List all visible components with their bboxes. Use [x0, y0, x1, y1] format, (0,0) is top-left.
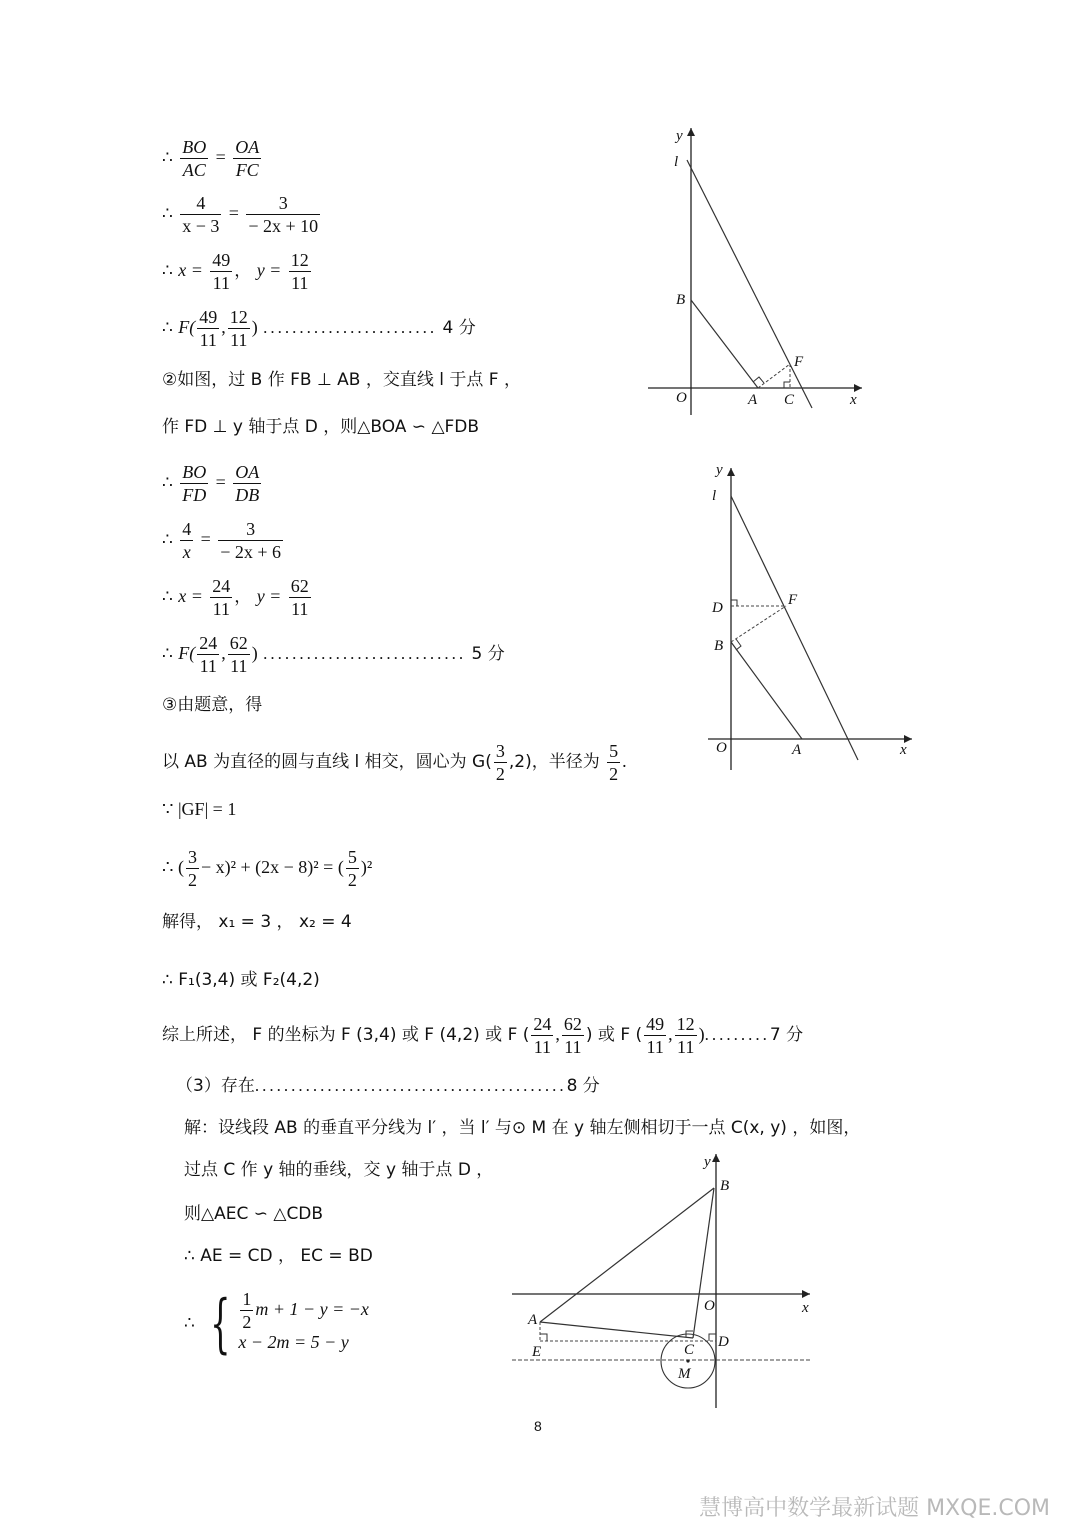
fig1-label-f: F — [794, 354, 804, 370]
text-part-3-solution: 解：设线段 AB 的垂直平分线为 l′ ，当 l′ 与⊙ M 在 y 轴左侧相切于一点 C(x, y) ，如图， — [184, 1118, 861, 1138]
fig2-label-y: y — [716, 462, 723, 478]
watermark: 慧博高中数学最新试题 MXQE.COM — [699, 1496, 1050, 1521]
figure-2 — [700, 456, 920, 776]
eq-ratio-bo-fd: ∴ $\frac{BO}{FD}$ = $\frac{OA}{DB}$ — [162, 462, 260, 505]
fig2-label-l: l — [712, 488, 717, 504]
fig3-label-a: A — [528, 1312, 538, 1328]
fig2-label-b: B — [714, 638, 724, 654]
fig3-label-b: B — [720, 1178, 730, 1194]
fig3-label-c: C — [684, 1342, 695, 1358]
eq-solution-1: ∴ x = $\frac{49}{11}$ ， y = $\frac{12}{11}$ — [162, 250, 309, 293]
fig3-label-d: D — [718, 1334, 729, 1350]
fig3-label-y: y — [704, 1154, 711, 1170]
eq-solution-2: ∴ x = $\frac{24}{11}$ ， y = $\frac{62}{11}$ — [162, 576, 309, 619]
fig1-label-o: O — [676, 390, 687, 406]
fig3-label-x: x — [802, 1300, 809, 1316]
text-summary-f-coordinates: 综上所述， F 的坐标为 F (3,4) 或 F (4,2) 或 F ( $\frac{24}{11}$ , $\frac{62}{11}$ ) 或 F ( $\frac{49}{11}$ , $\frac{12}{11}$ ).........7 分 — [162, 1014, 804, 1057]
text-part-3-exists: （3）存在...........................................8 分 — [176, 1076, 600, 1096]
text-solve-x: 解得， x₁ = 3 ， x₂ = 4 — [162, 912, 352, 932]
text-similar-triangles: 则△AEC ∽ △CDB — [184, 1204, 324, 1224]
eq-gf-length: ∵ |GF| = 1 — [162, 799, 237, 819]
text-circle-center-radius: 以 AB 为直径的圆与直线 l 相交，圆心为 G( $\frac{3}{2}$ ,2)，半径为 $\frac{5}{2}$ . — [162, 741, 627, 784]
eq-distance-equation: ∴ ( $\frac{3}{2}$ − x)² + (2x − 8)² = ( $\frac{5}{2}$ )² — [162, 847, 373, 890]
eq-system: ∴ { $\frac{1}{2}$ m + 1 − y = −x x − 2m = 5 − y — [184, 1287, 369, 1361]
fig1-label-c: C — [784, 392, 795, 408]
text-case-3-intro: ③由题意，得 — [162, 695, 263, 715]
fig1-label-l: l — [674, 154, 679, 170]
fig1-label-a: A — [748, 392, 758, 408]
point-f-result-1: ∴ F( $\frac{49}{11}$ , $\frac{12}{11}$ ) ........................ 4 分 — [162, 307, 476, 350]
fig3-label-o: O — [704, 1298, 715, 1314]
text-case-2-intro: ②如图，过 B 作 FB ⊥ AB ，交直线 l 于点 F ， — [162, 370, 521, 390]
page-number: 8 — [534, 1418, 542, 1434]
fig2-label-d: D — [712, 600, 723, 616]
figure-1 — [640, 120, 880, 420]
text-case-2-construction: 作 FD ⊥ y 轴于点 D ，则△BOA ∽ △FDB — [162, 417, 480, 437]
point-f-result-2: ∴ F( $\frac{24}{11}$ , $\frac{62}{11}$ ) ............................ 5 分 — [162, 633, 505, 676]
fig1-label-y: y — [676, 128, 683, 144]
fig2-label-x: x — [900, 742, 907, 758]
eq-ratio-bo-ac: ∴ $\frac{BO}{AC}$ = $\frac{OA}{FC}$ — [162, 137, 260, 180]
figure-3 — [500, 1146, 830, 1416]
fig3-label-e: E — [532, 1344, 542, 1360]
fig2-label-a: A — [792, 742, 802, 758]
text-f1-f2: ∴ F₁(3,4) 或 F₂(4,2) — [162, 970, 320, 990]
system-brace: { — [210, 1287, 231, 1361]
eq-substitution-1: ∴ $\frac{4}{x - 3}$ = $\frac{3}{- 2x + 10}$ — [162, 193, 319, 236]
fig2-label-f: F — [788, 592, 798, 608]
text-part-3-construction: 过点 C 作 y 轴的垂线，交 y 轴于点 D ， — [184, 1160, 494, 1180]
text-ae-cd-ec-bd: ∴ AE = CD ， EC = BD — [184, 1246, 373, 1266]
fig1-label-b: B — [676, 292, 686, 308]
eq-substitution-2: ∴ $\frac{4}{x}$ = $\frac{3}{- 2x + 6}$ — [162, 519, 282, 562]
fig1-label-x: x — [850, 392, 857, 408]
fig2-label-o: O — [716, 740, 727, 756]
fig3-label-m: M — [678, 1366, 691, 1382]
